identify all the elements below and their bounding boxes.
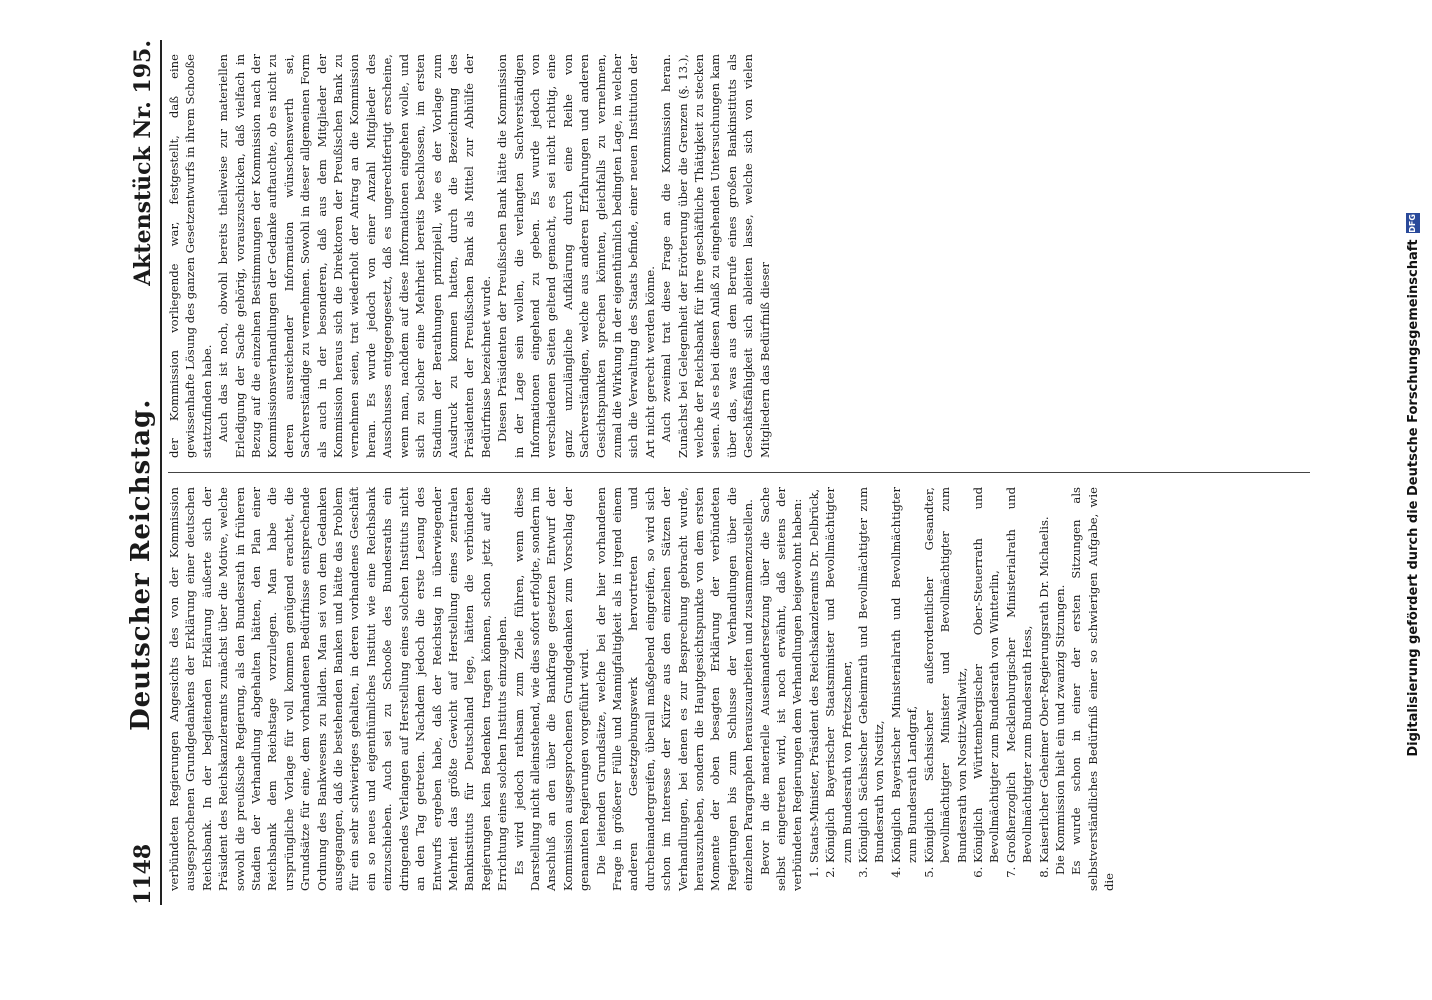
right-paragraph: der Kommission vorliegende war, festgestellt, daß eine gewissenhafte Lösung des ganzen Gesetzentwurfs in ihrem Schooße stattzufinden habe.	[167, 54, 214, 458]
list-item: 2. Königlich Bayerischer Staatsminister und Bevollmächtigter zum Bundesrath von Pfretzschner,	[822, 487, 855, 863]
left-paragraph: Es wurde schon in einer der ersten Sitzungen als selbstverständliches Bedürfniß einer so schwierigen Aufgabe, wie die	[1069, 487, 1117, 891]
dfg-logo-icon: DFG	[1406, 213, 1420, 233]
list-item: 6. Königlich Württembergischer Ober-Steuerrath und Bevollmächtigter zum Bundesrath von Wintterlin,	[970, 487, 1003, 863]
text-columns	[166, 40, 1312, 905]
left-paragraph: Die leitenden Grundsätze, welche bei der hier vorhandenen Frage in größerer Fülle und Mannigfaltigkeit als in irgend einem anderen Gesetzgebungswerk hervortreten und durcheinandergreifen, überall maßgebend eingreifen, so wird sich schon im Interesse der Kürze aus den einzelnen Sätzen der Verhandlungen, bei denen es zur Besprechung gebracht wurde, herauszuheben, sondern die Hauptgesichtspunkte von dem ersten Momente der oben besagten Erklärung der verbündeten Regierungen bis zum Schlusse der Verhandlungen über die einzelnen Paragraphen herauszuarbeiten und zusammenzustellen.	[593, 487, 756, 891]
credit-text: Digitalisierung gefördert durch die Deutsche Forschungsgemeinschaft	[1405, 239, 1421, 757]
publication-title: Deutscher Reichstag.	[126, 398, 156, 731]
list-item: 8. Kaiserlicher Geheimer Ober-Regierungsrath Dr. Michaelis.	[1036, 487, 1052, 863]
right-paragraph: Diesen Präsidenten der Preußischen Bank hätte die Kommission in der Lage sein wollen, die verlangten Sachverständigen Informationen eingehend zu geben. Es wurde jedoch von verschiedenen Seiten geltend gemacht, es sei nicht richtig, eine ganz unzulängliche Aufklärung durch eine Reihe von Sachverständigen, welche aus anderen Erfahrungen und anderen Gesichtspunkten sprechen könnten, gleichfalls zu vernehmen, zumal die Wirkung in der eigenthümlich bedingten Lage, in welcher sich die Verwaltung des Staats befinde, einer neuen Institution der Art nicht gerecht werden könne.	[495, 54, 657, 458]
list-item: 1. Staats-Minister, Präsident des Reichskanzleramts Dr. Delbrück,	[806, 487, 822, 863]
right-paragraph: Auch zweimal trat diese Frage an die Kommission heran. Zunächst bei Gelegenheit der Erörterung über die Grenzen (§. 13.), welche der Reichsbank für ihre geschäftliche Thätigkeit zu stecken seien. Als es bei diesen Anlaß zu eingehenden Untersuchungen kam über das, was aus dem Berufe eines großen Bankinstituts als Geschäftsfähigkeit sich ableiten lasse, welche sich von vielen Mitgliedern das Bedürfniß dieser	[659, 54, 772, 458]
list-item: 5. Königlich Sächsischer außerordentlicher Gesandter, bevollmächtigter Minister und Bevollmächtigter zum Bundesrath von Nostitz-Wallwitz,	[921, 487, 970, 863]
left-paragraph: Bevor in die materielle Auseinandersetzung über die Sache selbst eingetreten wird, ist noch erwähnt, daß seitens der verbündeten Regierungen dem Verhandlungen beigewohnt haben:	[757, 487, 805, 891]
left-paragraph: Es wird jedoch rathsam zum Ziele führen, wenn diese Darstellung nicht alleinstehend, wie dies sofort erfolgte, sondern im Anschluß an den über die Bankfrage gesetzten Entwurf der Kommission ausgesprochenen Grundgedanken zum Vorschlag der genannten Regierungen vorgeführt wird.	[511, 487, 592, 891]
right-paragraph: Auch das ist noch, obwohl bereits theilweise zur materiellen Erledigung der Sache gehörig, vorauszuschicken, daß vielfach in Bezug auf die einzelnen Bestimmungen der Kommission nach der Kommissionsverhandlungen der Gedanke auftauchte, ob es nicht zu deren ausreichender Information wünschenswerth sei, Sachverständige zu vernehmen. Sowohl in dieser allgemeinen Form als auch in der besonderen, daß aus dem Mitglieder der Kommission heraus sich die Direktoren der Preußischen Bank zu vernehmen seien, trat wiederholt der Antrag an die Kommission heran. Es wurde jedoch von einer Anzahl Mitglieder des Ausschusses entgegengesetzt, daß es ungerechtfertigt erscheine, wenn man, nachdem auf diese Informationen eingehen wolle, und sich zu solcher eine Mehrheit bereits beschlossen, im ersten Stadium der Berathungen prinzipiell, wie es der Vorlage zum Ausdruck zu kommen hatten, durch die Bezeichnung des Präsidenten der Preußischen Bank als Mittel zur Abhülfe der Bedürfnisse bezeichnet wurde.	[216, 54, 493, 458]
digitization-credit	[1402, 30, 1424, 940]
list-item: 7. Großherzoglich Mecklenburgischer Ministerialrath und Bevollmächtigter zum Bundesrath Hess,	[1003, 487, 1036, 863]
attendee-list	[806, 487, 1052, 891]
column-divider	[168, 472, 1310, 473]
issue-number: Aktenstück Nr. 195.	[130, 40, 156, 286]
list-item: 4. Königlich Bayerischer Ministerialrath und Bevollmächtigter zum Bundesrath Landgraf,	[888, 487, 921, 863]
left-paragraph: verbündeten Regierungen Angesichts des von der Kommission ausgesprochenen Grundgedankens der Erklärung einer deutschen Reichsbank. In der begleitenden Erklärung äußerte sich der Präsident des Reichskanzleramts zunächst über die Motive, welche sowohl die preußische Regierung, als den Bundesrath in früheren Stadien der Verhandlung abgehalten hätten, den Plan einer Reichsbank dem Reichstage vorzulegen. Man habe die ursprüngliche Vorlage für voll kommen genügend erachtet, die Grundsätze für eine, dem vorhandenen Bedürfnisse entsprechende Ordnung des Bankwesens zu bilden. Man sei von dem Gedanken ausgegangen, daß die bestehenden Banken und hätte das Problem für ein sehr schwieriges gehalten, in deren vorhandenes Geschäft ein so neues und eigenthümliches Institut wie eine Reichsbank einzuschieben. Auch sei zu Schooße des Bundesraths ein dringendes Verlangen auf Herstellung eines solchen Instituts nicht an den Tag getreten. Nachdem jedoch die erste Lesung des Entwurfs ergeben habe, daß der Reichstag in überwiegender Mehrheit das größte Gewicht auf Herstellung eines zentralen Bankinstituts für Deutschland lege, hätten die verbündeten Regierungen kein Bedenken tragen können, schon jetzt auf die Errichtung eines solchen Instituts einzugehen.	[167, 487, 510, 891]
list-item: 3. Königlich Sächsischer Geheimrath und Bevollmächtigter zum Bundesrath von Nostitz,	[855, 487, 888, 863]
page-number: 1148	[130, 843, 156, 905]
page-header	[112, 40, 162, 905]
right-column	[166, 40, 1312, 472]
left-paragraph: Die Kommission hielt ein und zwanzig Sitzungen.	[1052, 584, 1067, 875]
left-column	[166, 473, 1312, 905]
